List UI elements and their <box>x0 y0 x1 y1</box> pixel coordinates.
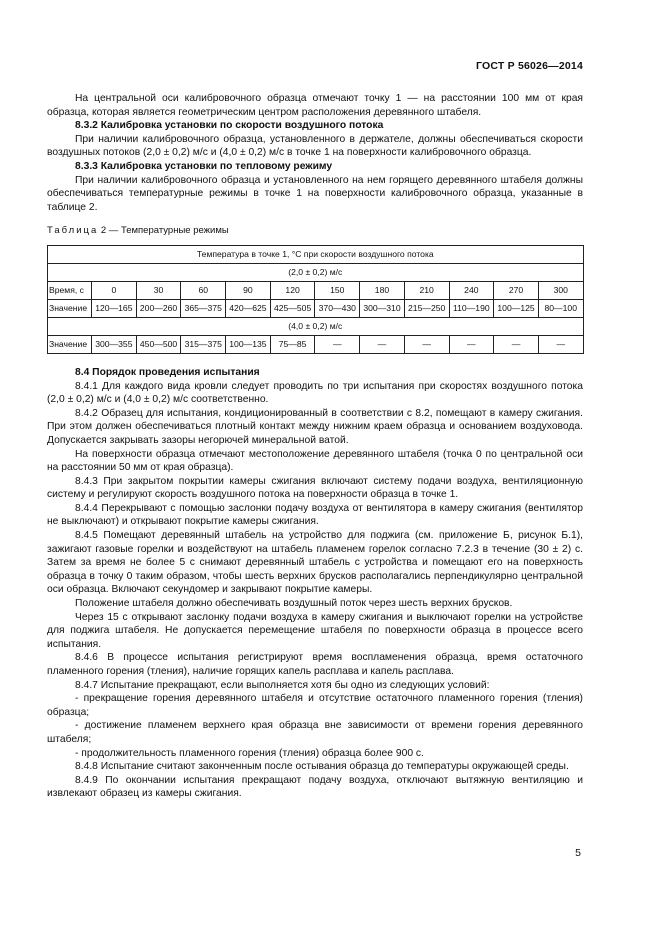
table-caption-title: 2 — Температурные режимы <box>98 225 229 237</box>
table-values-speed2-row <box>48 335 584 353</box>
paragraph: 8.4.3 При закрытом покрытии камеры сжигания включают систему подачи воздуха, вентиляционную систему и регулируют скорость воздушного потока на поверхности образца в точке 1. <box>47 475 583 501</box>
time-cell: 30 <box>136 281 181 299</box>
value-cell: 75—85 <box>270 335 315 353</box>
value-cell: 420—625 <box>226 299 271 317</box>
table-title-cell: Температура в точке 1, °С при скорости воздушного потока <box>48 245 584 263</box>
paragraph: 8.4.5 Помещают деревянный штабель на устройство для поджига (см. приложение Б, рисунок Б.1), зажигают газовые горелки и воздействуют на штабель пламенем горелок согласно 7.2.3 в течение (30 ± 2) с. Затем за время не более 5 с снимают деревянный штабель с устройства и помещают его на поверхность образца в точку 0 таким образом, чтобы шесть верхних брусков располагались перпендикулярно центральной оси образца. Включают секундомер и закрывают покрытие камеры. <box>47 530 583 596</box>
paragraph: 8.4.9 По окончании испытания прекращают подачу воздуха, отключают вытяжную вентиляцию и извлекают образец из камеры сжигания. <box>47 774 583 800</box>
paragraph: 8.4.8 Испытание считают законченным после остывания образца до температуры окружающей среды. <box>75 761 569 773</box>
table-values-speed1-row <box>48 299 584 317</box>
value-cell: 120—165 <box>92 299 137 317</box>
time-cell: 0 <box>92 281 137 299</box>
time-label-cell: Время, с <box>48 281 92 299</box>
paragraph: Через 15 с открывают заслонку подачи воздуха в камеру сжигания и выключают горелки на устройстве для поджига штабеля. Не допускается перемещение штабеля по поверхности образца в процессе всего испытания. <box>47 611 583 650</box>
paragraph: При наличии калибровочного образца, установленного в держателе, должны обеспечиваться скорости воздушных потоков (2,0 ± 0,2) м/с и (4,0 ± 0,2) м/с в точке 1 на поверхности калибровочного образца. <box>47 133 583 159</box>
value-label-cell: Значение <box>48 335 92 353</box>
value-cell: 80—100 <box>538 299 583 317</box>
value-cell: 370—430 <box>315 299 360 317</box>
value-cell: 300—355 <box>92 335 137 353</box>
paragraph: На поверхности образца отмечают местоположение деревянного штабеля (точка 0 по центральной оси на расстоянии 50 мм от края образца). <box>47 448 583 474</box>
paragraph: 8.4.2 Образец для испытания, кондиционированный в соответствии с 8.2, помещают в камеру сжигания. При этом должен обеспечиваться плотный контакт между нижним краем образца и основанием воздуховода. Допускается закрывать зазоры негорючей минеральной ватой. <box>47 407 583 446</box>
standard-header: ГОСТ Р 56026—2014 <box>475 60 583 72</box>
value-label-cell: Значение <box>48 299 92 317</box>
section-heading: 8.4 Порядок проведения испытания <box>75 366 260 378</box>
value-cell: 100—135 <box>226 335 271 353</box>
value-cell: 110—190 <box>449 299 494 317</box>
paragraph: На центральной оси калибровочного образца отмечают точку 1 — на расстоянии 100 мм от края образца, которая является геометрическим центром расположения деревянного штабеля. <box>47 93 583 118</box>
page-content <box>47 92 583 801</box>
speed1-cell: (2,0 ± 0,2) м/с <box>48 263 584 281</box>
section-heading: 8.3.3 Калибровка установки по тепловому режиму <box>75 160 333 172</box>
value-cell: — <box>404 335 449 353</box>
value-cell: 200—260 <box>136 299 181 317</box>
speed2-cell: (4,0 ± 0,2) м/с <box>48 317 584 335</box>
time-cell: 240 <box>449 281 494 299</box>
value-cell: 450—500 <box>136 335 181 353</box>
paragraph: При наличии калибровочного образца и установленного на нем горящего деревянного штабеля должны обеспечиваться температурные режимы в точке 1 на поверхности калибровочного образца, указанные в таблице 2. <box>47 174 583 213</box>
time-cell: 210 <box>404 281 449 299</box>
value-cell: 365—375 <box>181 299 226 317</box>
table-caption <box>47 224 583 238</box>
value-cell: 300—310 <box>360 299 405 317</box>
table-caption-label: Таблица <box>47 225 99 237</box>
value-cell: — <box>360 335 405 353</box>
paragraph: 8.4.4 Перекрывают с помощью заслонки подачу воздуха от вентилятора в камеру сжигания (вентилятор не выключают) и открывают покрытие камеры сжигания. <box>47 502 583 528</box>
value-cell: 100—125 <box>494 299 539 317</box>
time-cell: 150 <box>315 281 360 299</box>
value-cell: — <box>315 335 360 353</box>
top-paragraphs <box>47 92 583 214</box>
paragraph: Положение штабеля должно обеспечивать воздушный поток через шесть верхних брусков. <box>75 598 513 610</box>
time-cell: 90 <box>226 281 271 299</box>
time-cell: 300 <box>538 281 583 299</box>
paragraph: - продолжительность пламенного горения (тления) образца более 900 с. <box>75 747 424 759</box>
time-cell: 120 <box>270 281 315 299</box>
table-time-row <box>48 281 584 299</box>
table-speed1-row <box>48 263 584 281</box>
page-number: 5 <box>575 847 581 859</box>
paragraph: - достижение пламенем верхнего края образца вне зависимости от времени горения деревянного штабеля; <box>47 720 583 745</box>
value-cell: — <box>538 335 583 353</box>
value-cell: 215—250 <box>404 299 449 317</box>
time-cell: 180 <box>360 281 405 299</box>
paragraph: 8.4.6 В процессе испытания регистрируют время воспламенения образца, время остаточного пламенного горения (тления), наличие горящих капель расплава и капель расплава. <box>47 652 583 677</box>
section-heading: 8.3.2 Калибровка установки по скорости воздушного потока <box>75 120 384 132</box>
table-speed2-row <box>48 317 584 335</box>
paragraph: 8.4.1 Для каждого вида кровли следует проводить по три испытания при скоростях воздушного потока (2,0 ± 0,2) м/с и (4,0 ± 0,2) м/с соответственно. <box>47 380 583 406</box>
temperature-table <box>47 245 584 354</box>
paragraph: 8.4.7 Испытание прекращают, если выполняется хотя бы одно из следующих условий: <box>75 679 490 691</box>
table-title-row <box>48 245 584 263</box>
time-cell: 270 <box>494 281 539 299</box>
value-cell: — <box>494 335 539 353</box>
value-cell: 315—375 <box>181 335 226 353</box>
time-cell: 60 <box>181 281 226 299</box>
value-cell: — <box>449 335 494 353</box>
bottom-paragraphs <box>47 366 583 801</box>
value-cell: 425—505 <box>270 299 315 317</box>
paragraph: - прекращение горения деревянного штабеля и отсутствие остаточного пламенного горения (тления) образца; <box>47 693 583 718</box>
